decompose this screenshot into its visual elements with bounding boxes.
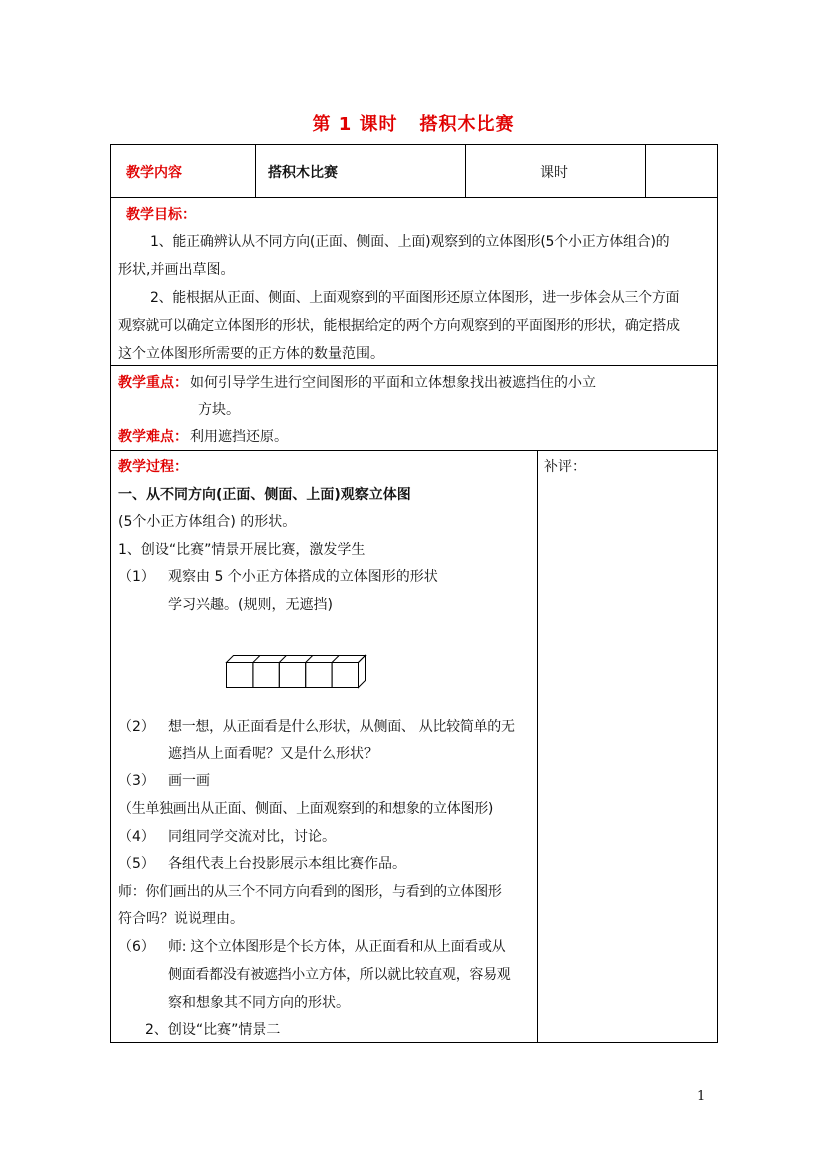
item-6-line-3: 察和想象其不同方向的形状。 <box>168 995 350 1011</box>
cube-row-side-face <box>359 656 366 688</box>
section-heading: 一、从不同方向(正面、侧面、上面)观察立体图 <box>118 487 411 503</box>
cube-top-edge-1 <box>253 656 260 663</box>
item-2-line-2: 遮挡从上面看呢？又是什么形状？ <box>168 746 378 762</box>
difficulty-label: 教学难点： <box>118 429 188 445</box>
item-3-line-1: 画一画 <box>168 773 210 789</box>
content-label: 教学内容 <box>126 165 182 181</box>
objective-2-line-1: 2、能根据从正面、侧面、上面观察到的平面图形还原立体图形，进一步体会从三个方面 <box>150 290 680 306</box>
row-divider-objectives <box>110 365 718 366</box>
keypoints-label: 教学重点： <box>118 375 188 391</box>
process-label: 教学过程： <box>118 459 188 475</box>
cube-4-front <box>306 663 332 688</box>
comment-label: 补评： <box>544 459 586 475</box>
row-divider-keypoints <box>110 450 718 451</box>
title-topic: 搭积木比赛 <box>419 114 515 135</box>
objective-2-line-3: 这个立体图形所需要的正方体的数量范围。 <box>118 346 384 362</box>
row-divider-header <box>110 197 718 198</box>
cube-5-front <box>332 663 358 688</box>
objectives-label: 教学目标： <box>126 207 196 223</box>
item-3-number: （3） <box>118 773 155 789</box>
cube-2-front <box>253 663 279 688</box>
col-divider-process <box>537 450 538 1043</box>
item-1-line-2: 学习兴趣。(规则，无遮挡) <box>168 597 333 613</box>
item-6-line-1: 师: 这个立体图形是个长方体，从正面看和从上面看或从 <box>168 939 506 955</box>
col-divider-3 <box>645 144 646 197</box>
objective-1-line-1: 1、能正确辨认从不同方向(正面、侧面、上面)观察到的立体图形(5个小正方体组合)的 <box>150 234 670 250</box>
teacher-line-2: 符合吗？说说理由。 <box>118 911 244 927</box>
item-5-number: （5） <box>118 856 155 872</box>
cube-top-edge-3 <box>306 656 313 663</box>
item-4-number: （4） <box>118 829 155 845</box>
cube-1-front <box>227 663 253 688</box>
teacher-line-1: 师：你们画出的从三个不同方向看到的图形，与看到的立体图形 <box>118 884 502 900</box>
cube-row-figure <box>222 652 372 692</box>
cube-top-edge-4 <box>332 656 339 663</box>
page-number: 1 <box>697 1089 706 1104</box>
step-1: 1、创设“比赛”情景开展比赛，激发学生 <box>118 542 366 558</box>
item-1-line-1: 观察由 5 个小正方体搭成的立体图形的形状 <box>168 569 438 585</box>
step-2: 2、创设“比赛”情景二 <box>145 1022 281 1038</box>
hours-label: 课时 <box>540 165 568 181</box>
item-4-line-1: 同组同学交流对比，讨论。 <box>168 829 336 845</box>
objective-1-line-2: 形状,并画出草图。 <box>118 262 235 278</box>
cube-row-top-face <box>227 656 366 663</box>
section-sub: (5个小正方体组合) 的形状。 <box>118 514 297 530</box>
item-3-line-2: （生单独画出从正面、侧面、上面观察到的和想象的立体图形) <box>118 801 494 817</box>
item-5-line-1: 各组代表上台投影展示本组比赛作品。 <box>168 856 406 872</box>
cube-top-edge-2 <box>279 656 286 663</box>
item-6-line-2: 侧面看都没有被遮挡小立方体，所以就比较直观，容易观 <box>168 967 511 983</box>
item-6-number: （6） <box>118 939 155 955</box>
keypoints-line-1: 如何引导学生进行空间图形的平面和立体想象找出被遮挡住的小立 <box>190 375 596 391</box>
keypoints-line-2: 方块。 <box>198 402 240 418</box>
cube-3-front <box>279 663 305 688</box>
content-value: 搭积木比赛 <box>268 165 338 181</box>
page-title <box>0 110 827 136</box>
item-2-number: （2） <box>118 719 155 735</box>
col-divider-2 <box>465 144 466 197</box>
difficulty-text: 利用遮挡还原。 <box>190 429 288 445</box>
title-lesson: 第 1 课时 <box>312 114 398 135</box>
item-2-line-1: 想一想，从正面看是什么形状，从侧面、 从比较简单的无 <box>168 719 515 735</box>
col-divider-1 <box>255 144 256 197</box>
item-1-number: （1） <box>118 569 155 585</box>
objective-2-line-2: 观察就可以确定立体图形的形状，能根据给定的两个方向观察到的平面图形的形状，确定搭成 <box>118 318 680 334</box>
lesson-table <box>110 144 718 1043</box>
